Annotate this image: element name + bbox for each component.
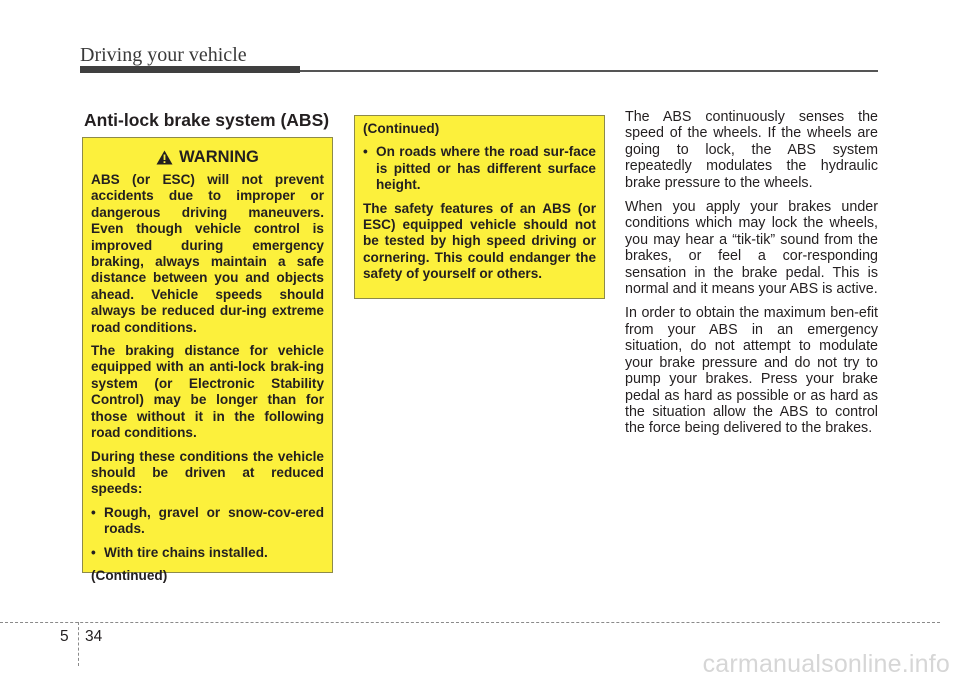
bullet-dot: • [91,544,96,560]
footer-rule [0,622,940,623]
warning-bullet [91,505,324,538]
body-text-column [625,109,878,445]
warning-box [82,137,333,583]
page-header-title: Driving your vehicle [80,44,247,66]
chapter-number: 5 [60,628,69,645]
warning-bullet-text: On roads where the road sur-face is pitted or has different surface height. [376,144,596,193]
warning-paragraph: The safety features of an ABS (or ESC) equipped vehicle should not be tested by high speed driving or cornering. This could endanger the safety of yourself or others. [363,200,596,282]
continued-label: (Continued) [91,567,168,583]
warning-header [91,147,324,167]
warning-triangle-icon [156,150,173,165]
page-number: 34 [85,628,103,645]
footer-divider [78,622,79,666]
warning-box-continued [354,115,605,299]
warning-bullet-text: Rough, gravel or snow-cov-ered roads. [104,504,324,537]
bullet-dot: • [363,144,368,160]
watermark: carmanualsonline.info [702,650,950,678]
warning-paragraph: During these conditions the vehicle should be driven at reduced speeds: [91,448,324,497]
header-rule [300,70,878,72]
body-paragraph: When you apply your brakes under conditions which may lock the wheels, you may hear a “tik-tik” sound from the brakes, or feel a cor-responding sensation in the brake pedal. This is normal and it means your ABS is active. [625,199,878,298]
bullet-dot: • [91,504,96,520]
warning-bullet [363,144,596,193]
section-heading: Anti-lock brake system (ABS) [84,110,330,130]
body-paragraph: In order to obtain the maximum ben-efit from your ABS in an emergency situation, do not attempt to modulate your brake pressure and do not try to pump your brakes. Press your brake pedal as hard as possible or as hard as the situation allow the ABS to control the force being delivered to the brakes. [625,305,878,437]
body-paragraph: The ABS continuously senses the speed of the wheels. If the wheels are going to lock, the ABS system repeatedly modulates the hydraulic brake pressure to the wheels. [625,109,878,191]
warning-title: WARNING [179,147,259,166]
warning-bullet-text: With tire chains installed. [104,544,268,560]
warning-paragraph: ABS (or ESC) will not prevent accidents due to improper or dangerous driving maneuvers. Even though vehicle control is improved during emergency braking, always maintain a safe distance between you and objects ahead. Vehicle speeds should always be reduced dur-ing extreme road conditions. [91,172,324,335]
continued-label: (Continued) [363,121,440,136]
header-bar [80,66,300,73]
warning-bullet [91,545,324,561]
warning-paragraph: The braking distance for vehicle equipped with an anti-lock brak-ing system (or Electronic Stability Control) may be longer than for those without it in the following road conditions. [91,343,324,441]
